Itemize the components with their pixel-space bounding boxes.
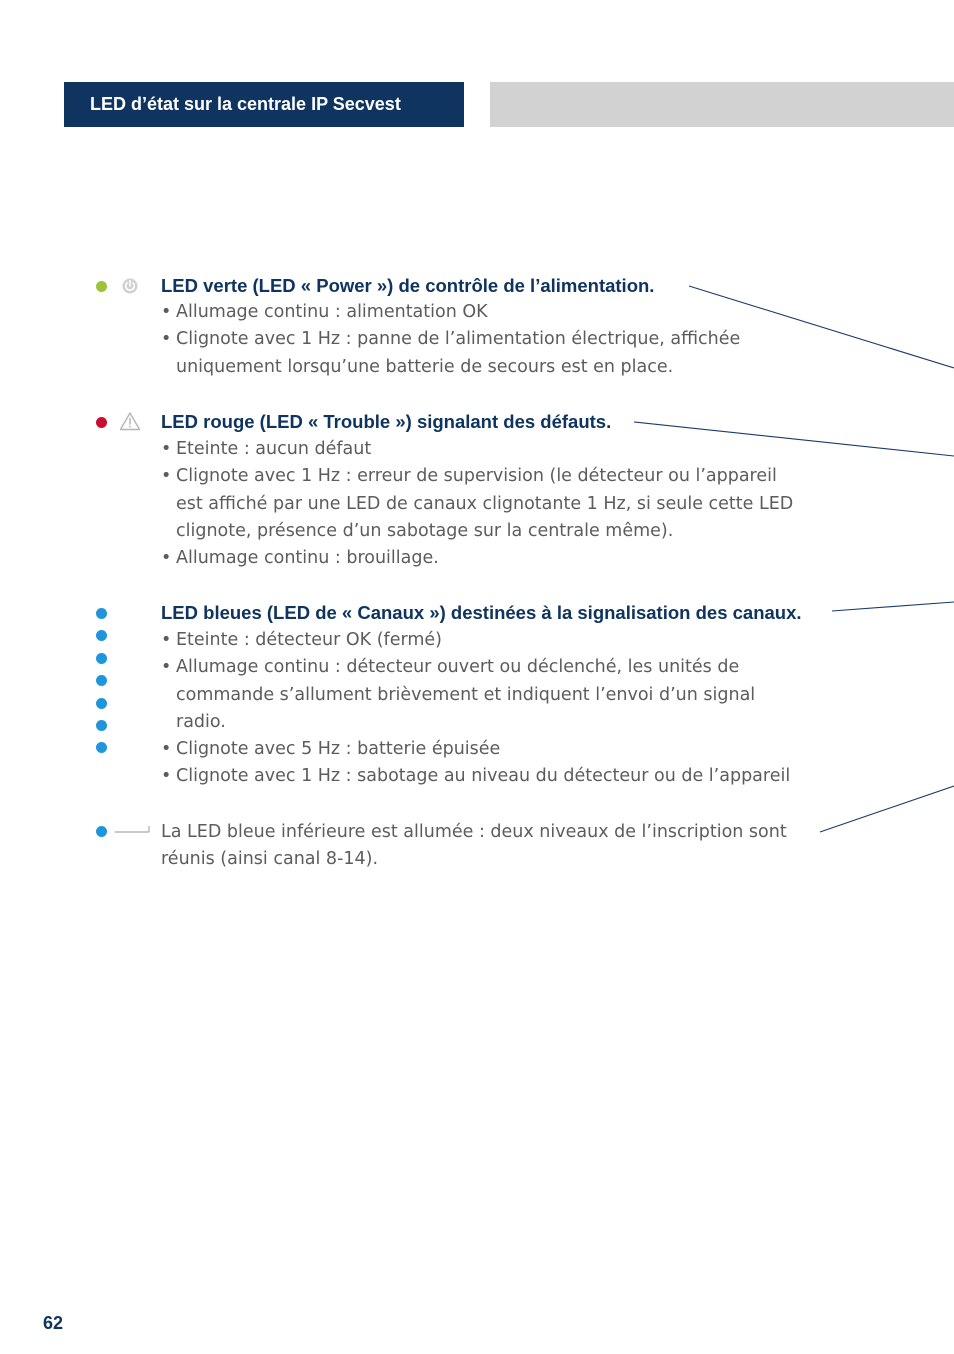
page-number: 62 [43,1313,64,1333]
list-item: • Clignote avec 1 Hz : erreur de supervision (le détecteur ou l’appareil [161,463,793,490]
bracket-line-icon [115,825,151,837]
power-led-list [161,299,740,381]
lower-led-note: La LED bleue inférieure est allumée : deux niveaux de l’inscription sont réunis (ainsi canal 8-14). [161,822,787,870]
list-item: clignote, présence d’un sabotage sur la centrale même). [176,520,674,541]
led-blue-dot [96,675,107,686]
list-item: • Clignote avec 5 Hz : batterie épuisée [161,736,790,763]
led-blue-dot [96,608,107,619]
led-blue-lower-dot [96,826,107,837]
led-red-dot [96,417,107,428]
led-blue-dot [96,720,107,731]
list-item: • Allumage continu : alimentation OK [161,299,740,326]
list-item: • Eteinte : détecteur OK (fermé) [161,627,790,654]
warning-triangle-icon [119,411,141,431]
list-item: • Allumage continu : brouillage. [161,545,793,572]
list-item: commande s’allument brièvement et indiquent l’envoi d’un signal [176,684,756,705]
callout-line-channels [832,602,954,611]
led-green-dot [96,281,107,292]
channels-led-list [161,627,790,791]
list-item: • Clignote avec 1 Hz : panne de l’alimentation électrique, affichée [161,326,740,353]
list-item: est affiché par une LED de canaux clignotante 1 Hz, si seule cette LED [176,493,794,514]
led-blue-dot [96,698,107,709]
list-item: • Eteinte : aucun défaut [161,436,793,463]
list-item: • Allumage continu : détecteur ouvert ou déclenché, les unités de [161,654,790,681]
led-blue-dot [96,653,107,664]
trouble-led-list [161,436,793,572]
power-led-heading: LED verte (LED « Power ») de contrôle de l’alimentation. [161,275,655,296]
led-blue-dot [96,742,107,753]
trouble-led-heading: LED rouge (LED « Trouble ») signalant des défauts. [161,411,612,432]
led-blue-dot [96,630,107,641]
callout-line-lower-led [820,786,954,832]
list-item: • Clignote avec 1 Hz : sabotage au niveau du détecteur ou de l’appareil [161,763,790,790]
power-icon [121,277,139,295]
section-header-title: LED d’état sur la centrale IP Secvest [90,94,401,114]
list-item: radio. [176,711,226,732]
channels-led-heading: LED bleues (LED de « Canaux ») destinées à la signalisation des canaux. [161,602,802,623]
list-item: uniquement lorsqu’une batterie de secours est en place. [176,356,674,377]
